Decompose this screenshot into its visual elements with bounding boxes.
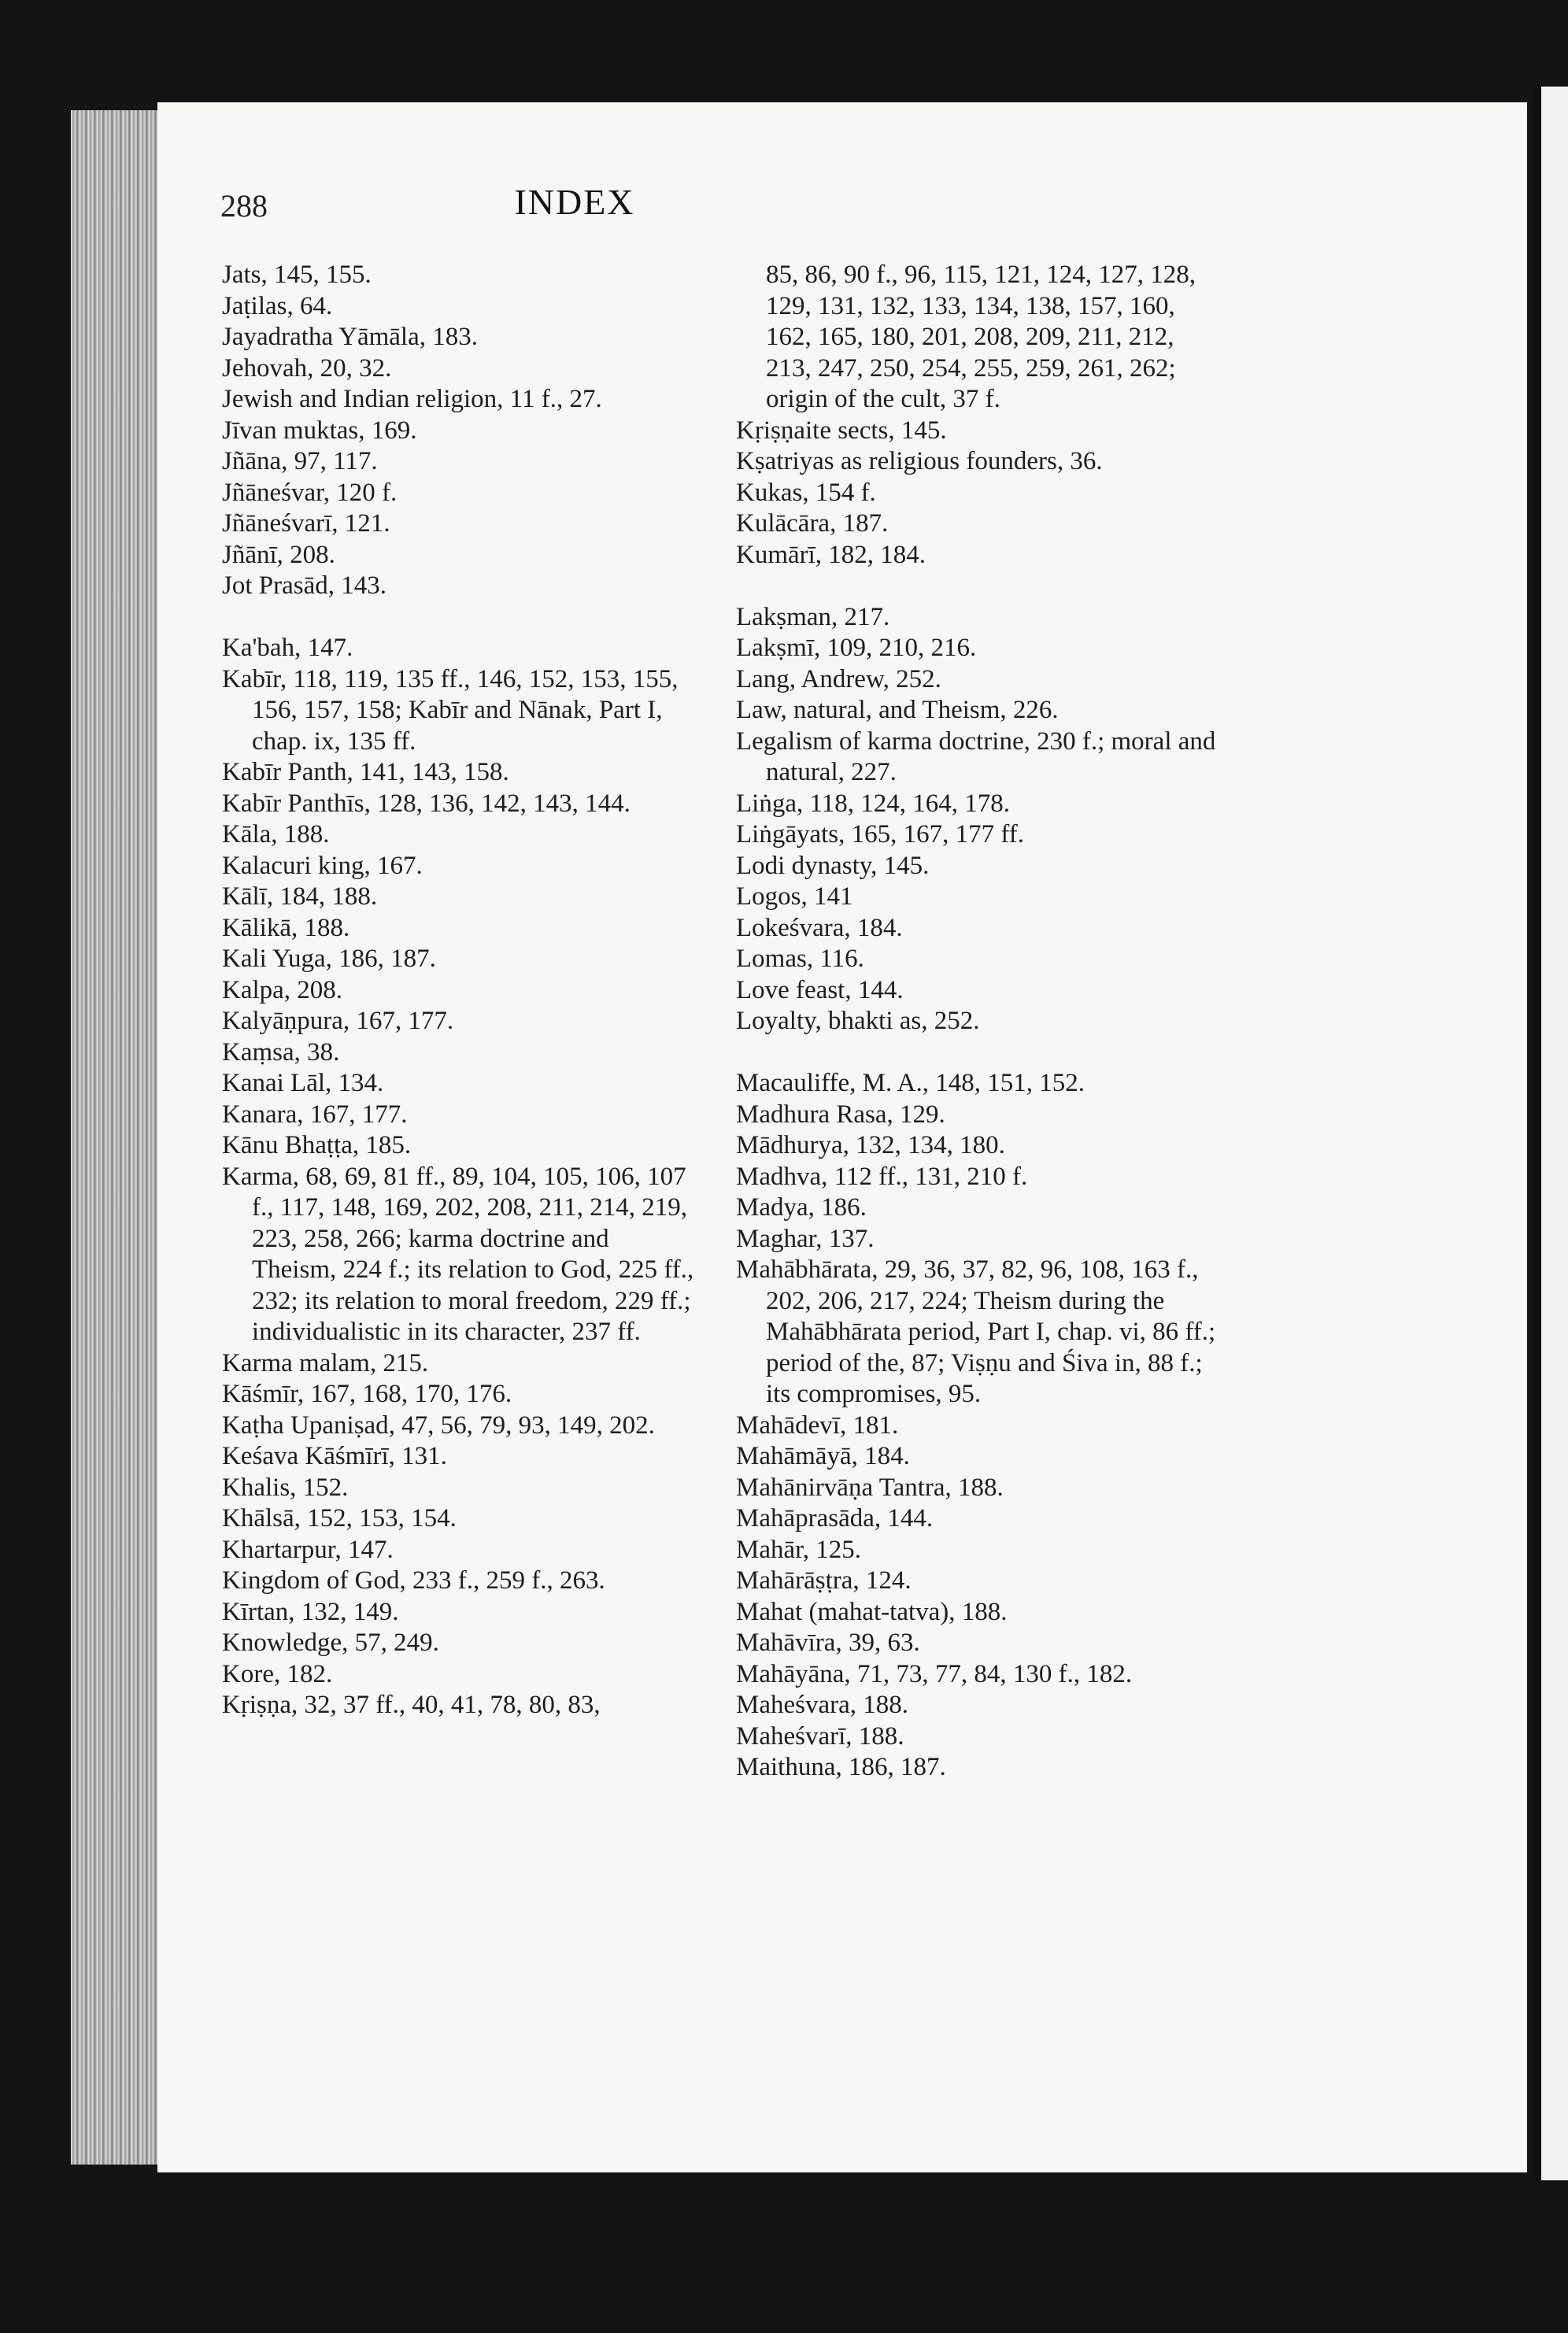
index-entry: Love feast, 144.: [736, 975, 904, 1004]
index-entry: Logos, 141: [736, 882, 853, 911]
index-entry: Law, natural, and Theism, 226.: [736, 696, 1059, 724]
index-entry: Kālī, 184, 188.: [222, 882, 378, 911]
index-entry: Liṅga, 118, 124, 164, 178.: [736, 789, 1010, 818]
index-entry: Madhura Rasa, 129.: [736, 1100, 945, 1129]
index-entry: Lang, Andrew, 252.: [736, 664, 941, 693]
index-entry: Madya, 186.: [736, 1193, 867, 1222]
index-entry: Jñāneśvar, 120 f.: [222, 478, 398, 507]
index-entry: Kāla, 188.: [222, 820, 330, 849]
index-entry: Mahārāṣṭra, 124.: [736, 1566, 912, 1595]
index-entry: Mādhurya, 132, 134, 180.: [736, 1131, 1005, 1159]
index-entry: Karma malam, 215.: [222, 1348, 429, 1377]
index-entry: Khartarpur, 147.: [222, 1535, 394, 1564]
index-entry: Kṛiṣṇa, 32, 37 ff., 40, 41, 78, 80, 83,: [222, 1691, 601, 1719]
index-entry: Jīvan muktas, 169.: [222, 416, 417, 445]
index-entry: Jñāna, 97, 117.: [222, 447, 378, 475]
index-entry: Kore, 182.: [222, 1659, 333, 1688]
index-entry: Mahat (mahat-tatva), 188.: [736, 1597, 1008, 1626]
index-column-left: [222, 260, 694, 1721]
page-header: [220, 181, 929, 236]
index-entry: Kumārī, 182, 184.: [736, 540, 926, 569]
index-entry: Kabīr, 118, 119, 135 ff., 146, 152, 153, 155, 156, 157, 158; Kabīr and Nānak, Part I, chap. ix, 135 ff.: [222, 664, 679, 756]
index-entry: Kṛiṣṇaite sects, 145.: [736, 416, 947, 445]
index-entry: Kingdom of God, 233 f., 259 f., 263.: [222, 1566, 605, 1595]
index-entry: Kṣatriyas as religious founders, 36.: [736, 447, 1103, 475]
index-entry: Kanai Lāl, 134.: [222, 1069, 384, 1097]
index-entry: Kabīr Panth, 141, 143, 158.: [222, 758, 509, 786]
index-entry: Kukas, 154 f.: [736, 478, 876, 507]
index-entry: Ka'bah, 147.: [222, 634, 353, 662]
index-entry: Maithuna, 186, 187.: [736, 1753, 946, 1781]
index-entry: Khālsā, 152, 153, 154.: [222, 1504, 457, 1533]
index-entry: Kalpa, 208.: [222, 975, 343, 1004]
index-entry: Kaṭha Upaniṣad, 47, 56, 79, 93, 149, 202.: [222, 1411, 655, 1440]
index-entry: Mahār, 125.: [736, 1535, 862, 1564]
index-entry: Kanara, 167, 177.: [222, 1100, 408, 1129]
index-entry: Mahāvīra, 39, 63.: [736, 1629, 920, 1657]
index-entry: Keśava Kāśmīrī, 131.: [222, 1442, 447, 1470]
index-entry: Madhva, 112 ff., 131, 210 f.: [736, 1162, 1028, 1191]
index-entry: Jewish and Indian religion, 11 f., 27.: [222, 385, 602, 413]
index-entry: Mahāprasāda, 144.: [736, 1504, 934, 1533]
index-entry: Kāśmīr, 167, 168, 170, 176.: [222, 1380, 512, 1408]
index-entry: Khalis, 152.: [222, 1473, 349, 1502]
index-entry: Maheśvara, 188.: [736, 1691, 909, 1719]
index-entry: Lokeśvara, 184.: [736, 913, 903, 942]
index-entry: Jehovah, 20, 32.: [222, 353, 392, 383]
index-entry: Jot Prasād, 143.: [222, 571, 386, 600]
index-column-right: [736, 260, 1224, 1784]
book-page-edges: [71, 110, 157, 2165]
index-entry: Jayadratha Yāmāla, 183.: [222, 323, 478, 351]
index-entry: Kīrtan, 132, 149.: [222, 1597, 399, 1626]
index-entry: Lomas, 116.: [736, 945, 864, 973]
index-entry: Loyalty, bhakti as, 252.: [736, 1007, 980, 1035]
page-number: 288: [220, 188, 268, 224]
index-entry: Mahāyāna, 71, 73, 77, 84, 130 f., 182.: [736, 1659, 1133, 1688]
index-entry: Karma, 68, 69, 81 ff., 89, 104, 105, 106, 107 f., 117, 148, 169, 202, 208, 211, 214, 219, 223, 258, 266; karma doctrine and Theism, 224 f.; its relation to God, 225 ff., 232; its relation to moral freedom, 229 ff.; individualistic in its character, 237 ff.: [222, 1162, 694, 1346]
index-entry: Lodi dynasty, 145.: [736, 851, 930, 880]
index-entry: Macauliffe, M. A., 148, 151, 152.: [736, 1069, 1085, 1097]
index-entry: Kānu Bhaṭṭa, 185.: [222, 1131, 412, 1159]
index-entry: Legalism of karma doctrine, 230 f.; moral and natural, 227.: [736, 727, 1216, 786]
index-entry: Jaṭilas, 64.: [222, 291, 333, 320]
index-entry: Jñānī, 208.: [222, 540, 335, 569]
facing-page-edge: [1533, 87, 1568, 2180]
index-entry: Kālikā, 188.: [222, 913, 350, 942]
page-title: INDEX: [514, 182, 635, 222]
index-entry: Knowledge, 57, 249.: [222, 1629, 439, 1657]
index-entry: Kalyāṇpura, 167, 177.: [222, 1007, 454, 1035]
index-entry: Lakṣmī, 109, 210, 216.: [736, 634, 977, 662]
index-entry: Maghar, 137.: [736, 1224, 875, 1253]
index-entry: Kabīr Panthīs, 128, 136, 142, 143, 144.: [222, 789, 631, 818]
index-entry: Mahādevī, 181.: [736, 1411, 899, 1440]
index-entry: Kali Yuga, 186, 187.: [222, 945, 436, 973]
index-entry: Jñāneśvarī, 121.: [222, 509, 390, 538]
index-entry: Jats, 145, 155.: [222, 261, 372, 289]
index-entry: Maheśvarī, 188.: [736, 1721, 904, 1751]
index-entry: 85, 86, 90 f., 96, 115, 121, 124, 127, 128, 129, 131, 132, 133, 134, 138, 157, 160, 162, 165, 180, 201, 208, 209, 211, 212, 213, 247, 250, 254, 255, 259, 261, 262; origin of the cult, 37 f.: [766, 261, 1196, 413]
index-entry: Kaṃsa, 38.: [222, 1037, 340, 1067]
index-entry: Lakṣman, 217.: [736, 602, 890, 631]
index-entry: Mahābhārata, 29, 36, 37, 82, 96, 108, 163 f., 202, 206, 217, 224; Theism during the Mahābhārata period, Part I, chap. vi, 86 ff.; period of the, 87; Viṣṇu and Śiva in, 88 f.; its compromises, 95.: [736, 1255, 1216, 1408]
index-entry: Mahāmāyā, 184.: [736, 1442, 910, 1470]
index-entry: Kulācāra, 187.: [736, 509, 889, 538]
index-entry: Kalacuri king, 167.: [222, 851, 423, 880]
index-entry: Mahānirvāṇa Tantra, 188.: [736, 1473, 1004, 1502]
index-entry: Liṅgāyats, 165, 167, 177 ff.: [736, 820, 1025, 849]
